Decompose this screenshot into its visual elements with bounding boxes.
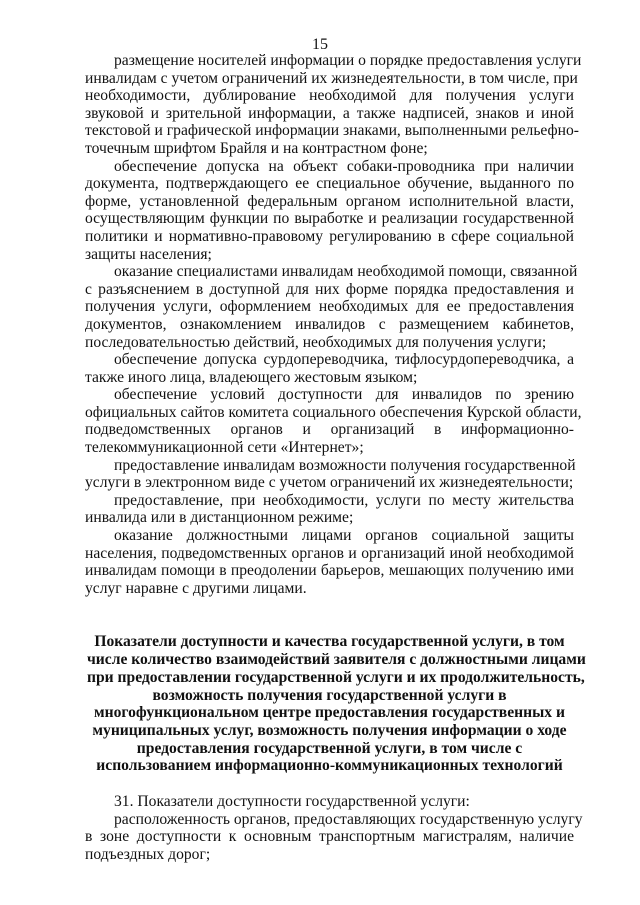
- text-line: предоставление, при необходимости, услуги по месту жительства: [114, 491, 574, 509]
- paragraph: [85, 351, 574, 386]
- paragraph: [85, 810, 583, 864]
- paragraph: [85, 492, 574, 527]
- text-line: подъездных дорог;: [85, 845, 211, 863]
- text-line: оказание специалистами инвалидам необходимой помощи, связанной: [114, 263, 578, 281]
- text-line: осуществляющим функции по выработке и реализации государственной: [85, 210, 574, 228]
- text-line: подведомственных органов и организаций в информационно-: [85, 421, 574, 439]
- text-line: политики и нормативно-правовому регулированию в сфере социальной: [85, 227, 574, 245]
- heading-line: Показатели доступности и качества государственной услуги, в том: [94, 633, 565, 651]
- paragraph: [85, 386, 582, 457]
- text-line: форме, установленной федеральным органом исполнительной власти,: [85, 192, 574, 210]
- section-gap: [85, 597, 574, 633]
- document-body: [85, 52, 586, 863]
- paragraph: [85, 527, 574, 597]
- text-line: в зоне доступности к основным транспортным магистралям, наличие: [85, 828, 574, 846]
- text-line: оказание должностными лицами органов социальной защиты: [114, 527, 574, 545]
- heading-line: возможность получения государственной услуги в: [152, 686, 507, 704]
- text-line: населения, подведомственных органов и организаций иной необходимой: [85, 544, 574, 562]
- paragraph: [85, 457, 574, 492]
- paragraph: [85, 158, 574, 264]
- text-line: услуг наравне с другими лицами.: [85, 579, 307, 597]
- text-line: точечным шрифтом Брайля и на контрастном фоне;: [85, 139, 428, 157]
- page-number: 15: [312, 36, 328, 53]
- text-line: последовательностью действий, необходимых для получения услуги;: [85, 333, 547, 351]
- text-line: телекоммуникационной сети «Интернет»;: [85, 439, 364, 457]
- paragraph: [85, 263, 578, 351]
- accessibility-indicators-list: [85, 793, 583, 863]
- text-line: документов, ознакомлением инвалидов с размещением кабинетов,: [85, 315, 574, 333]
- text-line: инвалидам с учетом ограничений их жизнедеятельности, в том числе, при: [85, 69, 578, 87]
- text-line: предоставление инвалидам возможности получения государственной: [114, 456, 576, 474]
- section-heading: [85, 633, 586, 775]
- accessibility-measures-list: [85, 52, 582, 597]
- paragraph: [85, 793, 574, 811]
- text-line: звуковой и зрительной информации, а также надписей, знаков и иной: [85, 104, 574, 122]
- text-line: документа, подтверждающего ее специальное обучение, выданного по: [85, 175, 574, 193]
- heading-line: при предоставлении государственной услуги и их продолжительность,: [87, 668, 585, 686]
- heading-line: предоставления государственной услуги, в том числе с: [136, 739, 523, 757]
- text-line: обеспечение допуска сурдопереводчика, тифлосурдопереводчика, а: [114, 351, 574, 369]
- text-line: инвалидам помощи в преодолении барьеров, мешающих получению ими: [85, 562, 574, 580]
- heading-line: многофункциональном центре предоставления государственных и: [94, 704, 565, 722]
- text-line: также иного лица, владеющего жестовым языком;: [85, 368, 418, 386]
- text-line: обеспечение допуска на объект собаки-проводника при наличии: [114, 157, 574, 175]
- text-line: расположенность органов, предоставляющих государственную услугу: [114, 810, 583, 828]
- text-line: с разъяснением в доступной для них форме порядка предоставления и: [85, 280, 574, 298]
- text-line: обеспечение условий доступности для инвалидов по зрению: [114, 386, 574, 404]
- text-line: защиты населения;: [85, 245, 212, 263]
- heading-line: муниципальных услуг, возможность получения информации о ходе: [92, 721, 567, 739]
- heading-line: числе количество взаимодействий заявителя с должностными лицами: [87, 651, 586, 669]
- text-line: текстовой и графической информации знаками, выполненными рельефно-: [85, 122, 579, 140]
- text-line: инвалида или в дистанционном режиме;: [85, 509, 354, 527]
- heading-line: использованием информационно-коммуникационных технологий: [96, 757, 563, 775]
- text-line: получения услуги, оформлением необходимых для ее предоставления: [85, 298, 574, 316]
- text-line: необходимости, дублирование необходимой для получения услуги: [85, 87, 574, 105]
- text-line: официальных сайтов комитета социального обеспечения Курской области,: [85, 403, 582, 421]
- text-line: 31. Показатели доступности государственной услуги:: [114, 793, 470, 811]
- paragraph: [85, 52, 582, 158]
- section-gap: [85, 775, 574, 793]
- text-line: размещение носителей информации о порядке предоставления услуги: [114, 52, 582, 69]
- text-line: услуги в электронном виде с учетом ограничений их жизнедеятельности;: [85, 474, 574, 492]
